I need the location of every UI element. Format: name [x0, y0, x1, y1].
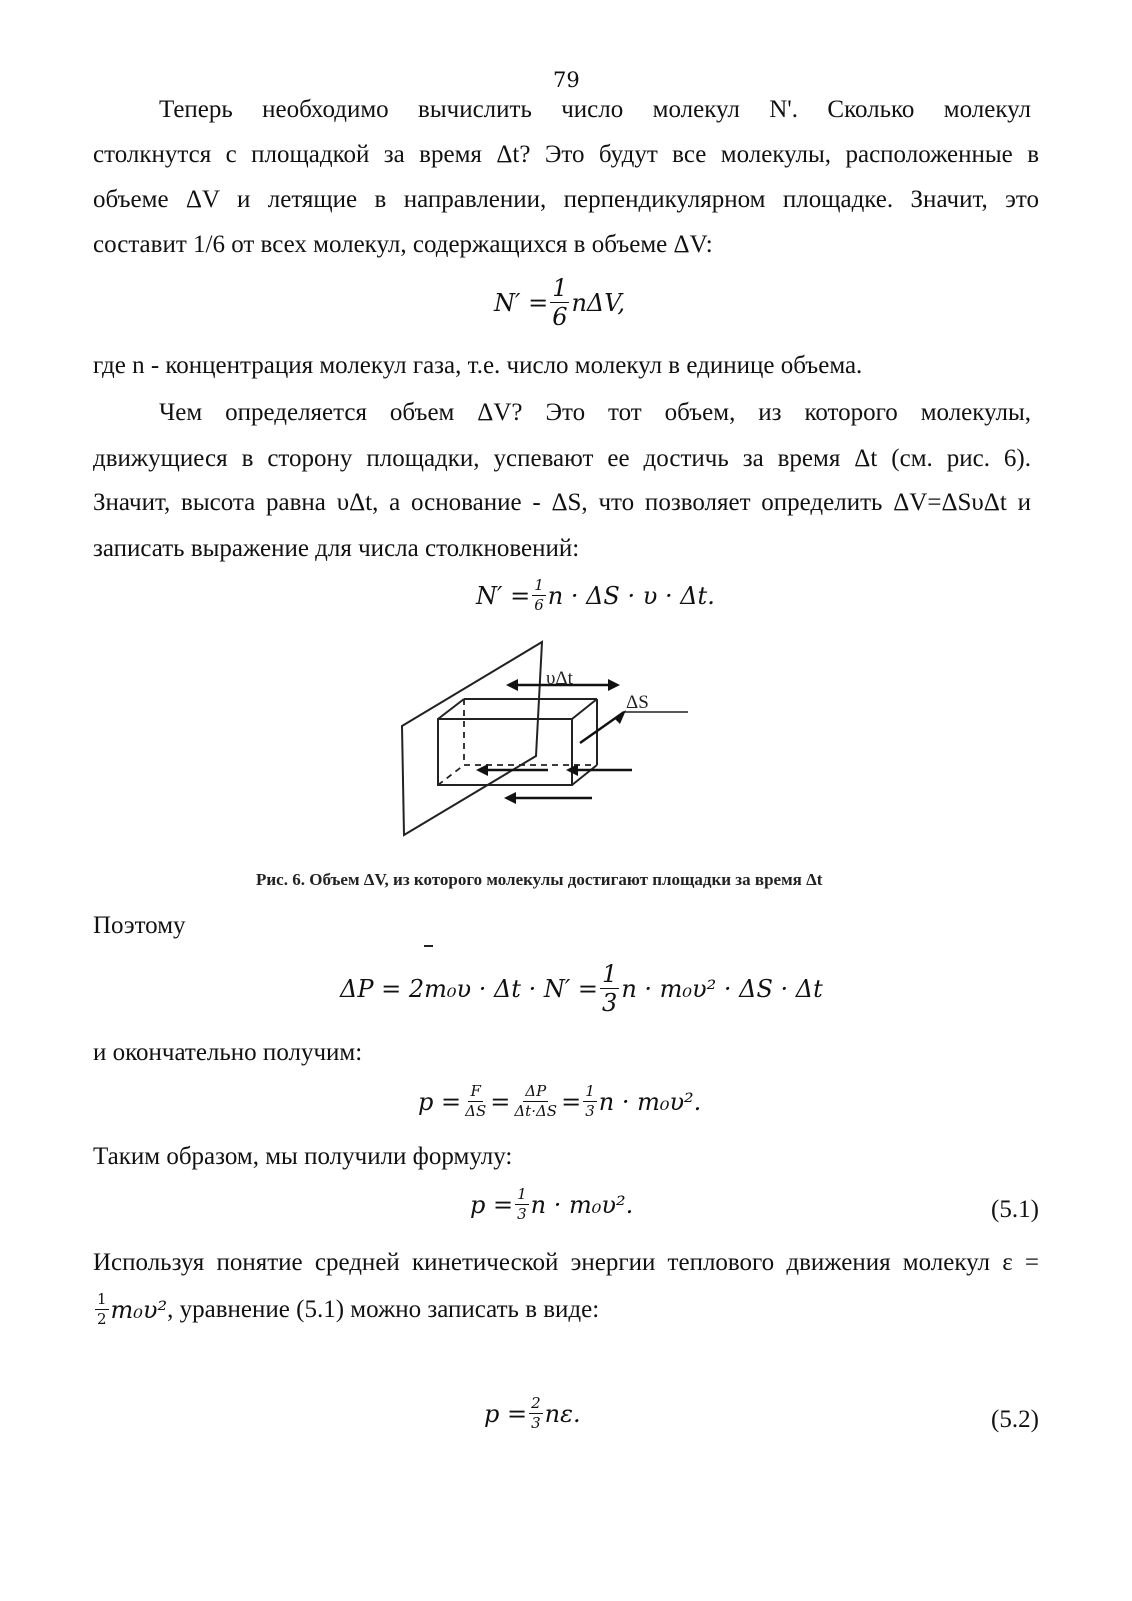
eq3-fraction: $\frac{1}{3}$	[602, 960, 618, 1017]
label-ds: ΔS	[626, 692, 649, 713]
epsilon-fraction: $\frac{1}{2}$	[97, 1290, 107, 1328]
eq1-lhs: N′ =	[494, 288, 549, 317]
figure-6-diagram	[380, 630, 710, 845]
eq1-rhs: nΔV,	[571, 288, 626, 317]
label-vdt: υΔt	[546, 668, 573, 689]
eq5-fraction: $\frac{1}{3}$	[517, 1185, 527, 1223]
eq4-fraction-3: $\frac{1}{3}$	[585, 1082, 595, 1120]
eq6-rhs: nε.	[544, 1399, 581, 1428]
equation-delta-p	[340, 962, 823, 1015]
eq6-lhs: p =	[484, 1399, 528, 1428]
equation-n-prime-2	[476, 578, 715, 613]
plane-shape	[402, 642, 542, 835]
paragraph-5: и окончательно получим:	[93, 1039, 363, 1066]
eq3-rhs: n · m₀υ² · ΔS · Δt	[621, 974, 823, 1003]
eq4-rhs: n · m₀υ².	[598, 1087, 702, 1116]
underline-mark	[424, 945, 433, 947]
paragraph-3-line-3: Значит, высота равна υΔt, а основание - ΔS, что позволяет определить ΔV=ΔSυΔt и	[93, 489, 1031, 516]
eq2-rhs: n · ΔS · υ · Δt.	[547, 581, 715, 610]
equation-5-2	[484, 1396, 581, 1431]
paragraph-1-line-1: Теперь необходимо вычислить число молекул N'. Сколько молекул	[159, 96, 1031, 123]
equation-number-5-2: (5.2)	[991, 1406, 1039, 1433]
paragraph-2: где n - концентрация молекул газа, т.е. число молекул в единице объема.	[93, 352, 863, 379]
eq3-lhs: ΔP = 2m₀υ · Δt · N′ =	[340, 974, 599, 1003]
equation-pressure: p = $\frac{F}{\Delta S}$ = $\frac{\Delta P}{\Delta t\cdot\Delta S}$ = $\frac{1}{3}$ n · m₀υ².	[418, 1082, 702, 1120]
paragraph-7-line-1: Используя понятие средней кинетической энергии теплового движения молекул ε =	[93, 1249, 1039, 1276]
paragraph-3-line-4: записать выражение для числа столкновений:	[93, 535, 580, 562]
paragraph-4: Поэтому	[93, 912, 186, 939]
paragraph-1-line-3: объеме ΔV и летящие в направлении, перпендикулярном площадке. Значит, это	[93, 186, 1039, 213]
paragraph-7-suffix: , уравнение (5.1) можно записать в виде:	[167, 1296, 600, 1323]
eq4-fraction-2: $\frac{\Delta P}{\Delta t\cdot\Delta S}$	[514, 1082, 558, 1120]
eq6-fraction: $\frac{2}{3}$	[531, 1394, 541, 1432]
eq2-fraction: $\frac{1}{6}$	[534, 576, 544, 614]
equation-n-prime-1	[494, 276, 625, 329]
eq4-fraction-1: $\frac{F}{\Delta S}$	[465, 1082, 487, 1120]
paragraph-6: Таким образом, мы получили формулу:	[93, 1143, 513, 1170]
page-number: 79	[553, 68, 580, 92]
paragraph-1-line-2: столкнутся с площадкой за время Δt? Это будут все молекулы, расположенные в	[93, 141, 1039, 168]
paragraph-7-line-2	[93, 1292, 599, 1327]
equation-number-5-1: (5.1)	[991, 1196, 1039, 1223]
figure-caption: Рис. 6. Объем ΔV, из которого молекулы достигают площадки за время Δt	[256, 870, 823, 889]
epsilon-rhs: m₀υ²	[110, 1295, 168, 1324]
eq1-fraction: $\frac{1}{6}$	[552, 274, 568, 331]
eq5-rhs: n · m₀υ².	[530, 1190, 634, 1219]
eq5-lhs: p =	[470, 1190, 514, 1219]
eq4-lhs: p =	[418, 1087, 462, 1116]
paragraph-1-line-4: составит 1/6 от всех молекул, содержащихся в объеме ΔV:	[93, 231, 713, 258]
paragraph-3-line-1: Чем определяется объем ΔV? Это тот объем, из которого молекулы,	[159, 399, 1031, 426]
paragraph-3-line-2: движущиеся в сторону площадки, успевают ее достичь за время Δt (см. рис. 6).	[93, 445, 1031, 472]
eq2-lhs: N′ =	[476, 581, 531, 610]
equation-5-1	[470, 1187, 633, 1222]
